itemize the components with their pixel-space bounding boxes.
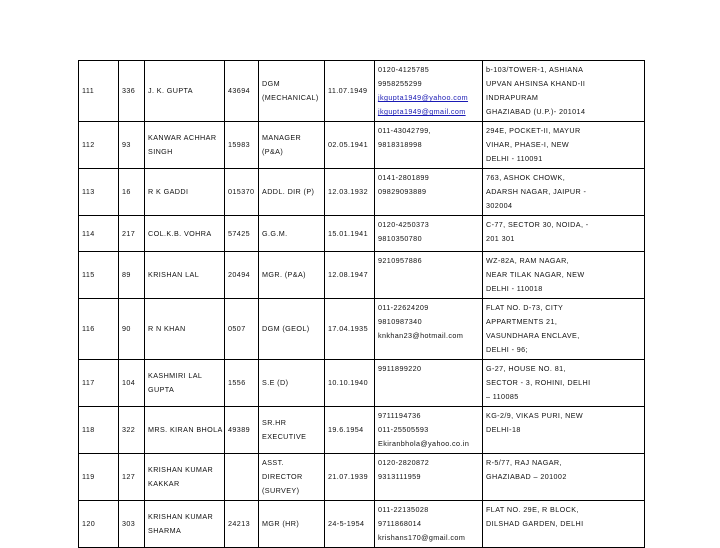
- serial-number-cell: 113: [79, 169, 119, 216]
- members-table: [78, 60, 645, 548]
- designation-cell: [259, 169, 325, 216]
- designation-cell-line: SR.HR: [262, 418, 287, 427]
- address-cell-line: GHAZIABAD (U.P.)- 201014: [486, 107, 586, 116]
- contact-cell-line: 011-22624209: [378, 303, 429, 312]
- address-cell-line: 201 301: [486, 234, 515, 243]
- name-cell-line: R K GADDI: [148, 187, 189, 196]
- name-cell-line: KRISHAN LAL: [148, 270, 200, 279]
- serial-number-cell: 116: [79, 299, 119, 360]
- employee-number-cell: 0507: [225, 299, 259, 360]
- date-of-birth-cell: 24-5-1954: [325, 501, 375, 548]
- member-code-cell: 322: [119, 407, 145, 454]
- member-code-cell: 90: [119, 299, 145, 360]
- contact-cell-line: 0120-4125785: [378, 65, 430, 74]
- table-row: [79, 454, 645, 501]
- table-row: [79, 501, 645, 548]
- contact-cell-line: 011-22135028: [378, 505, 429, 514]
- contact-cell: [375, 454, 483, 501]
- table-row: [79, 407, 645, 454]
- address-cell-line: FLAT NO. 29E, R BLOCK,: [486, 505, 579, 514]
- address-cell-line: R-5/77, RAJ NAGAR,: [486, 458, 562, 467]
- address-cell-line: G-27, HOUSE NO. 81,: [486, 364, 566, 373]
- contact-cell-line: 011-43042799,: [378, 126, 432, 135]
- date-of-birth-cell: 21.07.1939: [325, 454, 375, 501]
- address-cell: [483, 169, 645, 216]
- address-cell-line: APPARTMENTS 21,: [486, 317, 558, 326]
- designation-cell: [259, 299, 325, 360]
- address-cell: [483, 407, 645, 454]
- address-cell-line: NEAR TILAK NAGAR, NEW: [486, 270, 585, 279]
- employee-number-cell: 1556: [225, 360, 259, 407]
- employee-number-cell: 57425: [225, 216, 259, 252]
- contact-cell-line: 0141-2801899: [378, 173, 430, 182]
- date-of-birth-cell: 02.05.1941: [325, 122, 375, 169]
- contact-cell: [375, 216, 483, 252]
- contact-cell-line: 09829093889: [378, 187, 427, 196]
- contact-cell: [375, 407, 483, 454]
- contact-cell: [375, 252, 483, 299]
- address-cell-line: b-103/TOWER-1, ASHIANA: [486, 65, 584, 74]
- address-cell: [483, 454, 645, 501]
- name-cell-line: SINGH: [148, 147, 173, 156]
- member-code-cell: 336: [119, 61, 145, 122]
- employee-number-cell: 49389: [225, 407, 259, 454]
- designation-cell-line: DGM (GEOL): [262, 324, 310, 333]
- contact-cell-line: 9911899220: [378, 364, 422, 373]
- name-cell-line: COL.K.B. VOHRA: [148, 228, 212, 238]
- date-of-birth-cell: 12.08.1947: [325, 252, 375, 299]
- name-cell: [145, 61, 225, 122]
- contact-cell-line: knkhan23@hotmail.com: [378, 331, 464, 340]
- address-cell-line: DELHI - 110091: [486, 154, 543, 163]
- serial-number-cell: 120: [79, 501, 119, 548]
- member-code-cell: 127: [119, 454, 145, 501]
- designation-cell-line: DGM: [262, 79, 280, 88]
- contact-cell-line: Ekiranbhola@yahoo.co.in: [378, 439, 470, 448]
- name-cell-line: KAKKAR: [148, 479, 180, 488]
- member-code-cell: 303: [119, 501, 145, 548]
- address-cell: [483, 252, 645, 299]
- address-cell-line: INDRAPURAM: [486, 93, 539, 102]
- contact-cell: [375, 501, 483, 548]
- contact-cell-line: 9818318998: [378, 140, 422, 149]
- designation-cell-line: MANAGER: [262, 133, 302, 142]
- address-cell: [483, 360, 645, 407]
- designation-cell: [259, 61, 325, 122]
- date-of-birth-cell: 10.10.1940: [325, 360, 375, 407]
- contact-cell-line: 9810987340: [378, 317, 422, 326]
- member-code-cell: 104: [119, 360, 145, 407]
- name-cell: [145, 407, 225, 454]
- member-code-cell: 93: [119, 122, 145, 169]
- date-of-birth-cell: 15.01.1941: [325, 216, 375, 252]
- contact-cell-line: 0120-4250373: [378, 220, 430, 229]
- address-cell-line: 763, ASHOK CHOWK,: [486, 173, 566, 182]
- table-row: [79, 61, 645, 122]
- designation-cell-line: ASST.: [262, 458, 284, 467]
- employee-number-cell: 015370: [225, 169, 259, 216]
- name-cell-line: J. K. GUPTA: [148, 86, 194, 95]
- contact-cell: [375, 122, 483, 169]
- address-cell-line: VIHAR, PHASE-I, NEW: [486, 140, 570, 149]
- address-cell-line: DELHI - 110018: [486, 284, 543, 293]
- serial-number-cell: 119: [79, 454, 119, 501]
- name-cell: [145, 299, 225, 360]
- table-body: [79, 61, 645, 548]
- designation-cell: [259, 360, 325, 407]
- email-link[interactable]: jkgupta1949@yahoo.com: [378, 93, 469, 102]
- address-cell-line: UPVAN AHSINSA KHAND-II: [486, 79, 586, 88]
- address-cell: [483, 61, 645, 122]
- table-row: [79, 360, 645, 407]
- name-cell-line: KANWAR ACHHAR: [148, 133, 217, 142]
- employee-number-cell: 15983: [225, 122, 259, 169]
- address-cell-line: 294E, POCKET-II, MAYUR: [486, 126, 581, 135]
- address-cell-line: DELHI - 96;: [486, 345, 528, 354]
- designation-cell-line: (SURVEY): [262, 486, 300, 495]
- contact-cell-line: 9711868014: [378, 519, 422, 528]
- address-cell-line: SECTOR - 3, ROHINI, DELHI: [486, 378, 591, 387]
- email-link[interactable]: jkgupta1949@gmail.com: [378, 107, 466, 116]
- date-of-birth-cell: 19.6.1954: [325, 407, 375, 454]
- table-row: [79, 169, 645, 216]
- address-cell-line: DILSHAD GARDEN, DELHI: [486, 519, 584, 528]
- contact-cell-line: krishans170@gmail.com: [378, 533, 466, 542]
- designation-cell-line: S.E (D): [262, 378, 289, 387]
- designation-cell-line: G.G.M.: [262, 228, 288, 238]
- designation-cell-line: DIRECTOR: [262, 472, 303, 481]
- contact-cell-line: 9313111959: [378, 472, 421, 481]
- address-cell-line: DELHI-18: [486, 425, 521, 434]
- contact-cell-line: 9958255299: [378, 79, 422, 88]
- name-cell: [145, 360, 225, 407]
- table-row: [79, 299, 645, 360]
- address-cell-line: FLAT NO. D-73, CITY: [486, 303, 564, 312]
- contact-cell-line: 011-25505593: [378, 425, 429, 434]
- name-cell-line: KRISHAN KUMAR: [148, 465, 214, 474]
- address-cell-line: C-77, SECTOR 30, NOIDA, -: [486, 220, 589, 229]
- name-cell: [145, 122, 225, 169]
- name-cell: [145, 216, 225, 252]
- contact-cell: [375, 360, 483, 407]
- designation-cell: [259, 216, 325, 252]
- name-cell-line: KRISHAN KUMAR: [148, 512, 214, 521]
- address-cell-line: KG-2/9, VIKAS PURI, NEW: [486, 411, 584, 420]
- address-cell: [483, 122, 645, 169]
- address-cell: [483, 299, 645, 360]
- name-cell-line: KASHMIRI LAL: [148, 371, 203, 380]
- designation-cell-line: ADDL. DIR (P): [262, 187, 315, 196]
- date-of-birth-cell: 17.04.1935: [325, 299, 375, 360]
- member-code-cell: 89: [119, 252, 145, 299]
- designation-cell: [259, 501, 325, 548]
- name-cell: [145, 501, 225, 548]
- address-cell-line: ADARSH NAGAR, JAIPUR -: [486, 187, 587, 196]
- member-code-cell: 16: [119, 169, 145, 216]
- contact-cell-line: 9810350780: [378, 234, 422, 243]
- name-cell-line: GUPTA: [148, 385, 175, 394]
- date-of-birth-cell: 12.03.1932: [325, 169, 375, 216]
- serial-number-cell: 111: [79, 61, 119, 122]
- employee-number-cell: 24213: [225, 501, 259, 548]
- table-row: [79, 216, 645, 252]
- designation-cell: [259, 122, 325, 169]
- name-cell-line: MRS. KIRAN BHOLA: [148, 425, 223, 434]
- contact-cell: [375, 169, 483, 216]
- date-of-birth-cell: 11.07.1949: [325, 61, 375, 122]
- serial-number-cell: 117: [79, 360, 119, 407]
- address-cell: [483, 501, 645, 548]
- name-cell: [145, 454, 225, 501]
- designation-cell-line: EXECUTIVE: [262, 432, 307, 441]
- employee-number-cell: [225, 454, 259, 501]
- contact-cell-line: 0120-2820872: [378, 458, 430, 467]
- name-cell: [145, 252, 225, 299]
- contact-cell: [375, 299, 483, 360]
- address-cell-line: 302004: [486, 201, 513, 210]
- contact-cell-line: 9210957886: [378, 256, 422, 265]
- designation-cell-line: MGR. (P&A): [262, 270, 306, 279]
- serial-number-cell: 115: [79, 252, 119, 299]
- designation-cell-line: MGR (HR): [262, 519, 300, 528]
- table-row: [79, 252, 645, 299]
- serial-number-cell: 112: [79, 122, 119, 169]
- name-cell-line: R N KHAN: [148, 324, 186, 333]
- designation-cell: [259, 252, 325, 299]
- designation-cell-line: (MECHANICAL): [262, 93, 319, 102]
- address-cell-line: GHAZIABAD – 201002: [486, 472, 567, 481]
- designation-cell: [259, 454, 325, 501]
- name-cell-line: SHARMA: [148, 526, 182, 535]
- designation-cell: [259, 407, 325, 454]
- table-row: [79, 122, 645, 169]
- address-cell-line: WZ-82A, RAM NAGAR,: [486, 256, 570, 265]
- member-code-cell: 217: [119, 216, 145, 252]
- name-cell: [145, 169, 225, 216]
- employee-number-cell: 20494: [225, 252, 259, 299]
- serial-number-cell: 118: [79, 407, 119, 454]
- serial-number-cell: 114: [79, 216, 119, 252]
- contact-cell: [375, 61, 483, 122]
- address-cell: [483, 216, 645, 252]
- address-cell-line: VASUNDHARA ENCLAVE,: [486, 331, 580, 340]
- designation-cell-line: (P&A): [262, 147, 284, 156]
- address-cell-line: – 110085: [486, 392, 519, 401]
- employee-number-cell: 43694: [225, 61, 259, 122]
- contact-cell-line: 9711194736: [378, 411, 421, 420]
